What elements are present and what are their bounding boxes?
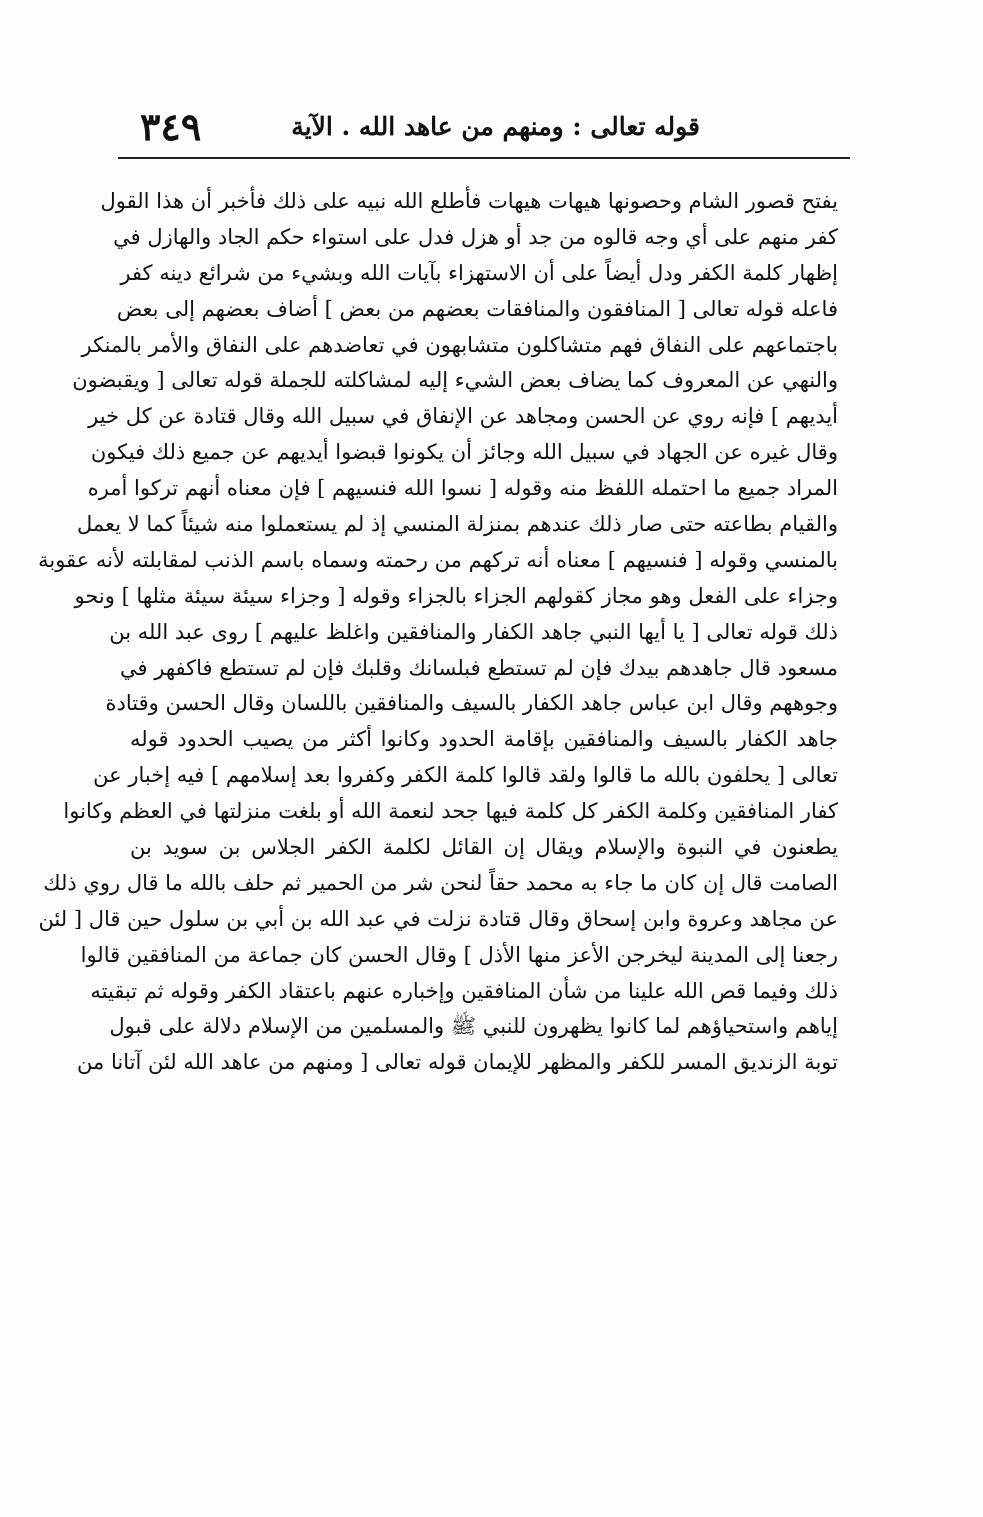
running-header [118,104,850,156]
text-line: والقيام بطاعته حتى صار ذلك عندهم بمنزلة المنسي إذ لم يستعملوا منه شيئاً كما لا يعمل [77,512,838,537]
text-line: إظهار كلمة الكفر ودل أيضاً على أن الاستهزاء بآيات الله وبشيء من شرائع دينه كفر [120,260,838,285]
text-line: كفر منهم على أي وجه قالوه من جد أو هزل فدل على استواء حكم الجاد والهازل في [113,224,838,249]
body-text [38,184,838,1324]
text-line: ذلك وفيما قص الله علينا من شأن المنافقين وإخباره عنهم باعتقاد الكفر وقوله ثم تبقيته [90,978,838,1003]
text-line: وقال غيره عن الجهاد في سبيل الله وجائز أن يكونوا قبضوا أيديهم عن جميع ذلك فيكون [90,440,838,465]
text-line: باجتماعهم على النفاق فهم متشاكلون متشابهون في تعاضدهم على النفاق والأمر بالمنكر [81,332,838,357]
text-line: وجوههم وقال ابن عباس جاهد الكفار بالسيف والمنافقين باللسان وقال الحسن وقتادة [105,691,838,716]
running-head-title: قوله تعالى : ومنهم من عاهد الله . الآية [291,112,700,141]
text-line: المراد جميع ما احتمله اللفظ منه وقوله [ نسوا الله فنسيهم ] فإن معناه أنهم تركوا أمره [87,476,838,501]
text-line: إياهم واستحياؤهم لما كانوا يظهرون للنبي ﷺ والمسلمين من الإسلام دلالة على قبول [109,1014,838,1039]
header-rule [118,157,850,159]
text-line: تعالى [ يحلفون بالله ما قالوا ولقد قالوا كلمة الكفر وكفروا بعد إسلامهم ] فيه إخبار عن [93,763,838,788]
text-line: جاهد الكفار بالسيف والمنافقين بإقامة الحدود وكانوا أكثر من يصيب الحدود قوله [130,727,838,752]
text-line: والنهي عن المعروف كما يضاف بعض الشيء إليه لمشاكلته للجملة قوله تعالى [ ويقبضون [72,368,838,393]
text-line: بالمنسي وقوله [ فنسيهم ] معناه أنه تركهم من رحمته وسماه باسم الذنب لمقابلته لأنه عقوبة [38,547,838,572]
text-line: عن مجاهد وعروة وابن إسحاق وقال قتادة نزلت في عبد الله بن أبي بن سلول حين قال [ لئن [38,906,838,931]
text-line: مسعود قال جاهدهم بيدك فإن لم تستطع فبلسانك وقلبك فإن لم تستطع فاكفهر في [120,655,838,680]
text-line: فاعله قوله تعالى [ المنافقون والمنافقات بعضهم من بعض ] أضاف بعضهم إلى بعض [116,296,838,321]
text-line: وجزاء على الفعل وهو مجاز كقولهم الجزاء بالجزاء وقوله [ وجزاء سيئة سيئة مثلها ] ونحو [74,583,838,608]
text-line: كفار المنافقين وكلمة الكفر كل كلمة فيها جحد لنعمة الله أو بلغت منزلتها في العظم وكانوا [63,799,838,824]
page-number: ٣٤٩ [140,104,202,149]
text-line: رجعنا إلى المدينة ليخرجن الأعز منها الأذل ] وقال الحسن كان جماعة من المنافقين قالوا [80,942,838,967]
text-line: أيديهم ] فإنه روي عن الحسن ومجاهد عن الإنفاق في سبيل الله وقال قتادة عن كل خير [88,404,838,429]
text-line: ذلك قوله تعالى [ يا أيها النبي جاهد الكفار والمنافقين واغلظ عليهم ] روى عبد الله بن [109,619,838,644]
text-line: توبة الزنديق المسر للكفر والمظهر للإيمان قوله تعالى [ ومنهم من عاهد الله لئن آتانا من [77,1050,838,1075]
text-line: الصامت قال إن كان ما جاء به محمد حقاً لنحن شر من الحمير ثم حلف بالله ما قال روي ذلك [43,870,838,895]
text-line: يفتح قصور الشام وحصونها هيهات هيهات فأطلع الله نبيه على ذلك فأخبر أن هذا القول [100,189,838,213]
text-line: يطعنون في النبوة والإسلام ويقال إن القائل لكلمة الكفر الجلاس بن سويد بن [130,835,838,860]
